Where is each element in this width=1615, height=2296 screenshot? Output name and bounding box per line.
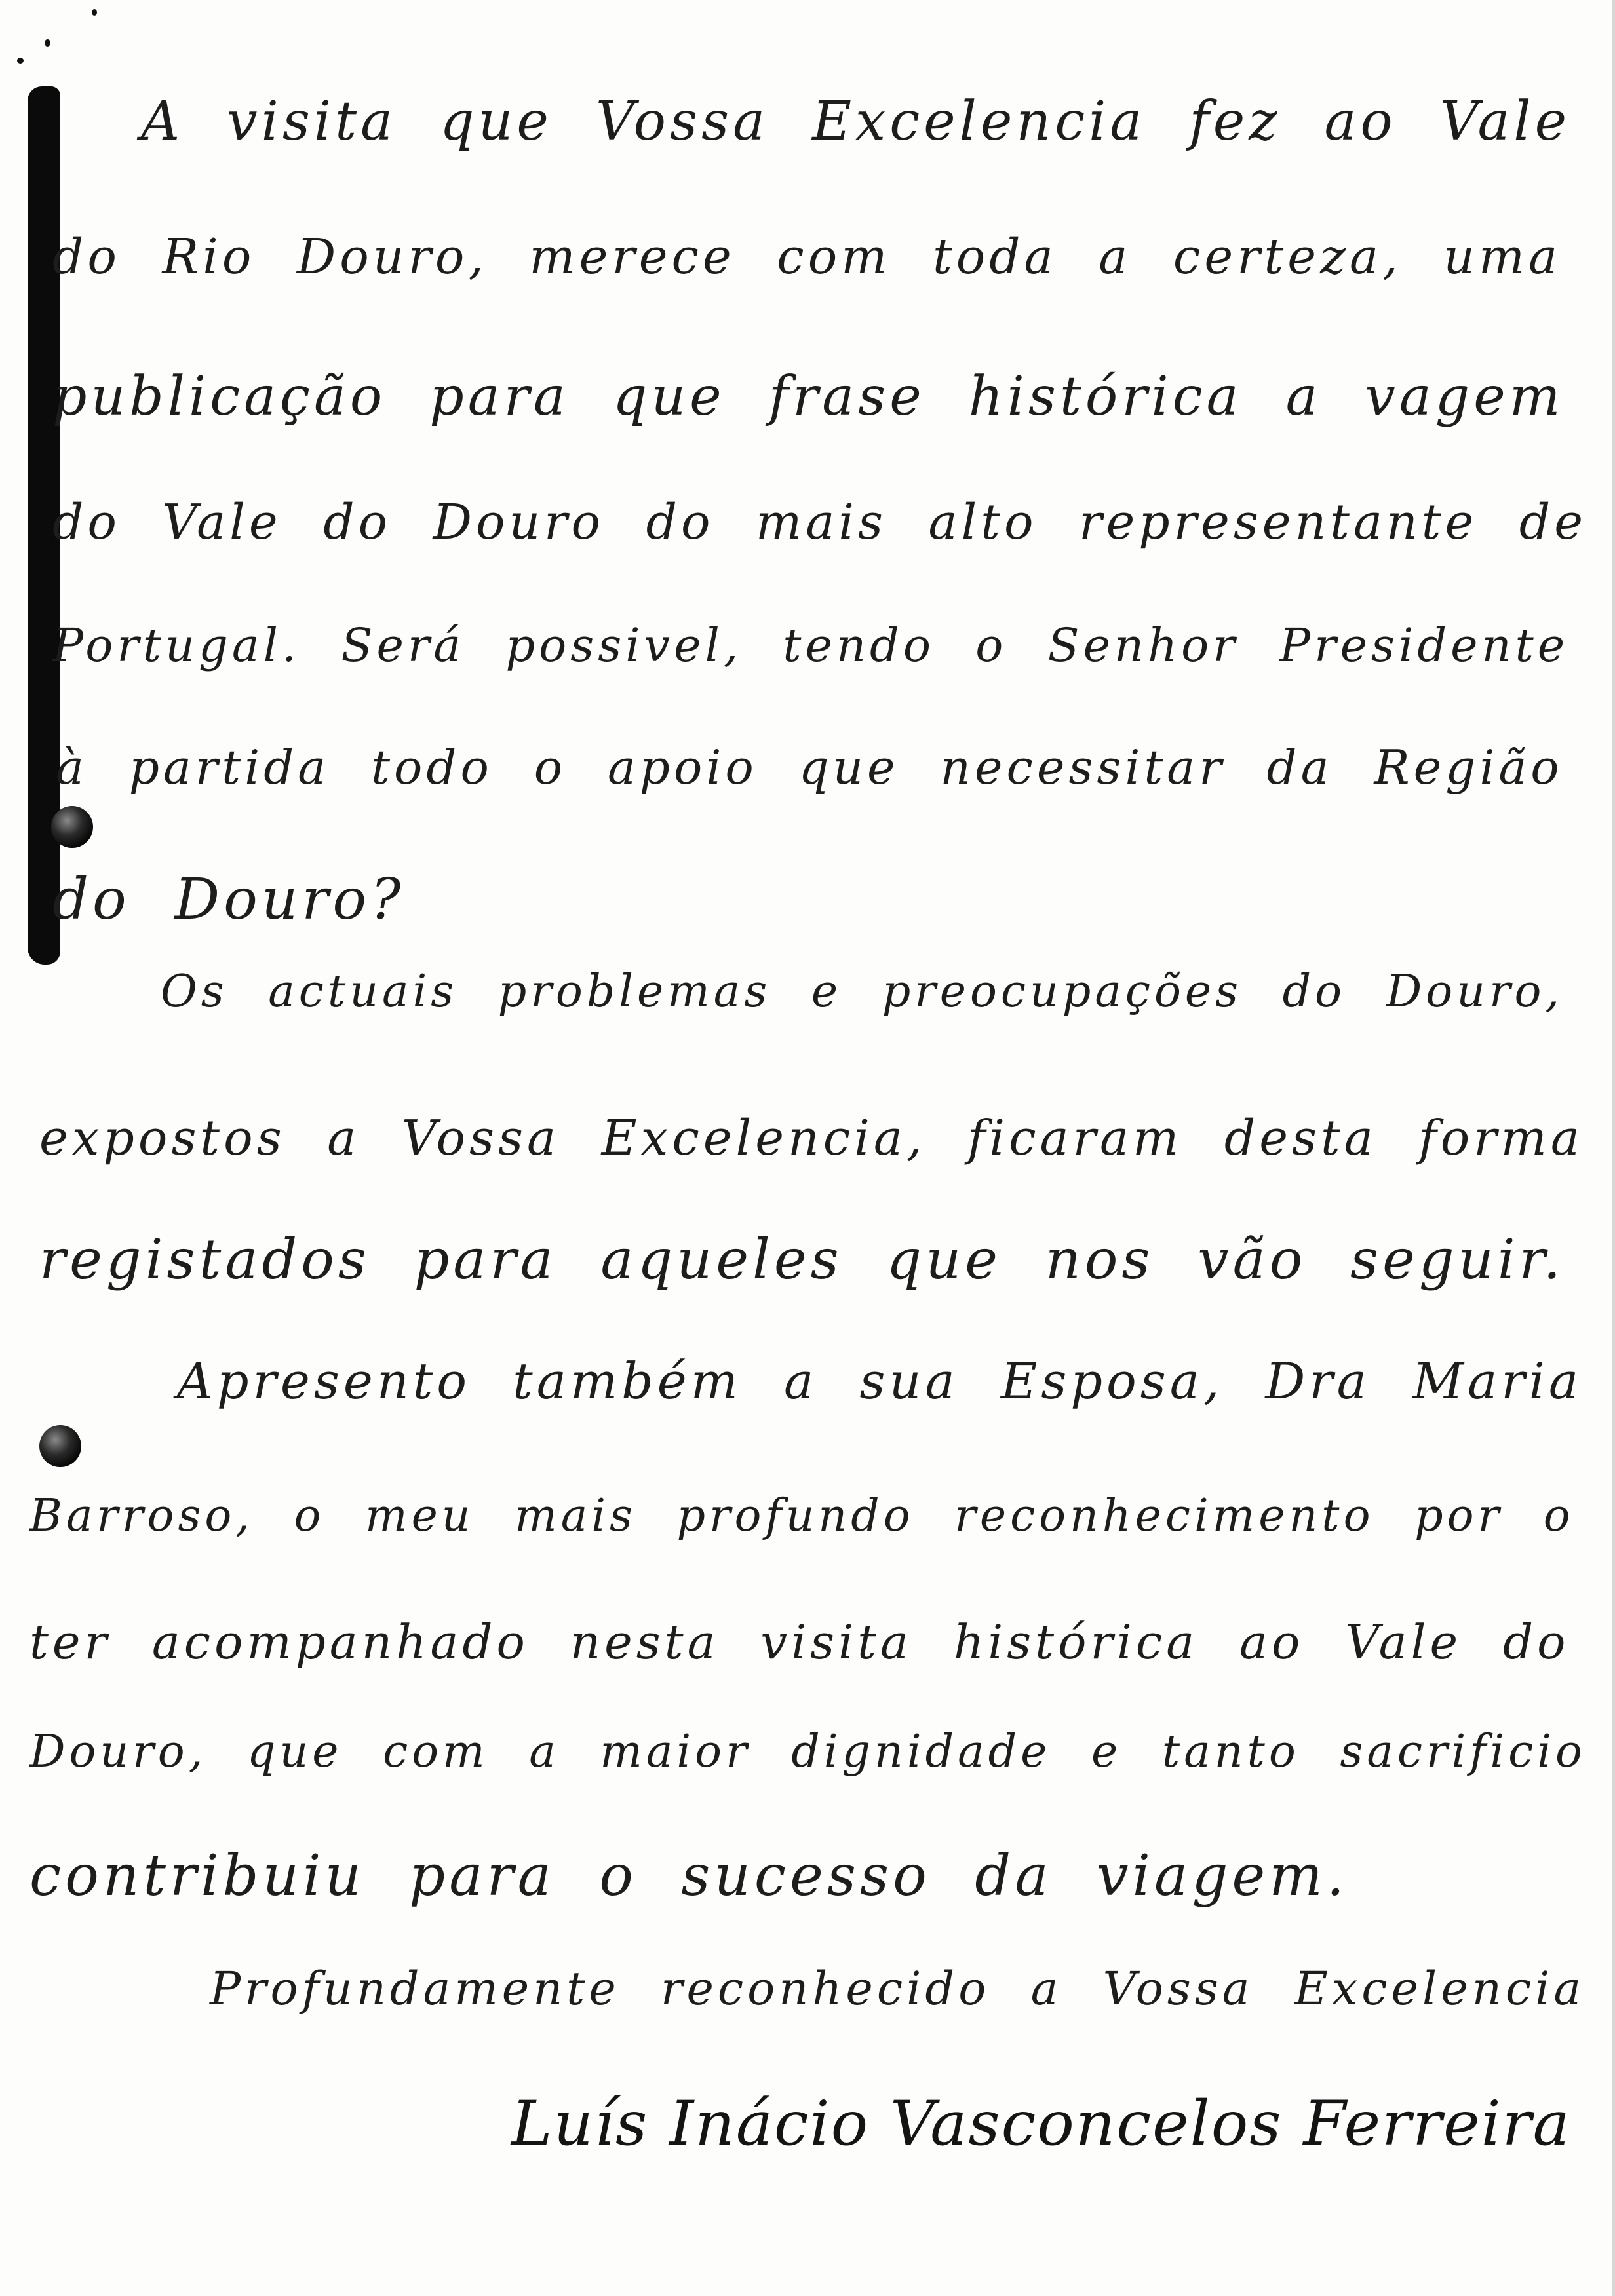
letter-line: ter acompanhado nesta visita histórica ao Vale do (29, 1615, 1570, 1670)
letter-line: Portugal. Será possivel, tendo o Senhor Presidente (52, 619, 1569, 672)
letter-line: Barroso, o meu mais profundo reconhecimento por o (29, 1490, 1574, 1542)
letter-line: do Douro? (52, 867, 405, 932)
letter-line: à partida todo o apoio que necessitar da Região (56, 740, 1563, 795)
scan-speck (92, 9, 97, 16)
letter-line: Os actuais problemas e preocupações do Douro, (161, 966, 1564, 1018)
punch-hole-bottom (39, 1425, 81, 1467)
letter-line: publicação para que frase histórica a vagem (52, 366, 1565, 428)
scan-speck (45, 39, 50, 47)
letter-closing: Profundamente reconhecido a Vossa Excelencia (210, 1962, 1586, 2016)
letter-line: do Rio Douro, merece com toda a certeza, uma (52, 229, 1562, 285)
letter-line: Apresento também a sua Esposa, Dra Maria (177, 1352, 1583, 1410)
page-edge (1612, 0, 1615, 2296)
letter-line: Douro, que com a maior dignidade e tanto sacrificio (29, 1726, 1586, 1778)
letter-line: expostos a Vossa Excelencia, ficaram desta forma (39, 1110, 1584, 1166)
letter-line: do Vale do Douro do mais alto representante de (52, 494, 1587, 550)
punch-hole-top (51, 806, 93, 848)
signature: Luís Inácio Vasconcelos Ferreira (511, 2088, 1571, 2160)
letter-line: registados para aqueles que nos vão seguir. (39, 1227, 1565, 1292)
letter-line: contribuiu para o sucesso da viagem. (29, 1843, 1349, 1909)
scan-speck (17, 58, 24, 64)
letter-line: A visita que Vossa Excelencia fez ao Vale (141, 90, 1571, 153)
